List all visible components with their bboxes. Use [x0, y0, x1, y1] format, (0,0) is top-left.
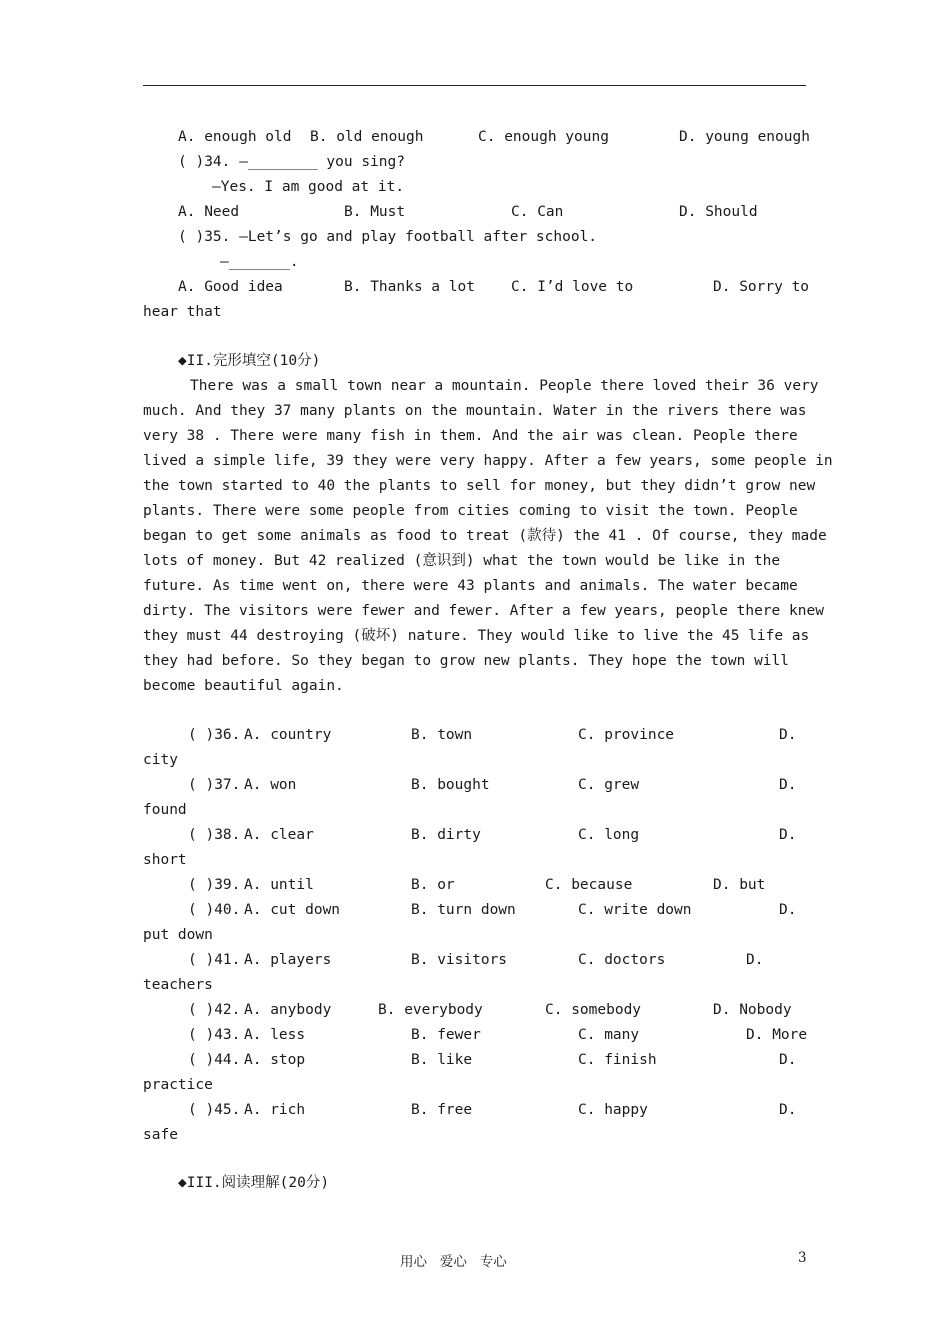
q39-option-d: D. but — [713, 877, 766, 893]
q44-option-b: B. like — [411, 1052, 473, 1068]
passage-line: began to get some animals as food to treat (款待) the 41 . Of course, they made — [143, 528, 827, 544]
q35-reply: —_______. — [220, 254, 299, 270]
q34-option-b: B. Must — [344, 204, 406, 220]
header-rule — [143, 85, 806, 86]
q45-option-a: A. rich — [244, 1102, 306, 1118]
passage-line: very 38 . There were many fish in them. And the air was clean. People there — [143, 428, 798, 444]
passage-line: become beautiful again. — [143, 678, 344, 694]
q44-option-d: D. — [779, 1052, 797, 1068]
section-3-heading: ◆III.阅读理解(20分) — [178, 1175, 330, 1191]
page-footer-motto: 用心 爱心 专心 — [400, 1254, 507, 1270]
passage-line: they had before. So they began to grow new plants. They hope the town will — [143, 653, 790, 669]
q40-option-d-cont: put down — [143, 927, 213, 943]
passage-line: lived a simple life, 39 they were very happy. After a few years, some people in — [143, 453, 833, 469]
q34-option-c: C. Can — [511, 204, 564, 220]
q39-option-c: C. because — [545, 877, 633, 893]
q38-option-c: C. long — [578, 827, 640, 843]
q35-option-b: B. Thanks a lot — [344, 279, 475, 295]
q36-number: ( )36. — [188, 727, 241, 743]
q44-option-d-cont: practice — [143, 1077, 213, 1093]
q41-number: ( )41. — [188, 952, 241, 968]
q39-number: ( )39. — [188, 877, 241, 893]
q43-number: ( )43. — [188, 1027, 241, 1043]
q39-option-b: B. or — [411, 877, 455, 893]
q37-option-d: D. — [779, 777, 797, 793]
q45-number: ( )45. — [188, 1102, 241, 1118]
q42-option-a: A. anybody — [244, 1002, 332, 1018]
q37-option-a: A. won — [244, 777, 297, 793]
q38-number: ( )38. — [188, 827, 241, 843]
q35-option-a: A. Good idea — [178, 279, 283, 295]
page-number: 3 — [798, 1250, 807, 1266]
section-2-heading: ◆II.完形填空(10分) — [178, 353, 321, 369]
passage-line: plants. There were some people from cities coming to visit the town. People — [143, 503, 798, 519]
q37-number: ( )37. — [188, 777, 241, 793]
passage-line: much. And they 37 many plants on the mountain. Water in the rivers there was — [143, 403, 807, 419]
q36-option-d-cont: city — [143, 752, 178, 768]
q36-option-a: A. country — [244, 727, 332, 743]
q45-option-d-cont: safe — [143, 1127, 178, 1143]
q40-number: ( )40. — [188, 902, 241, 918]
q38-option-d-cont: short — [143, 852, 187, 868]
q44-number: ( )44. — [188, 1052, 241, 1068]
passage-line: future. As time went on, there were 43 plants and animals. The water became — [143, 578, 798, 594]
q33-option-a: A. enough old — [178, 129, 292, 145]
q34-stem: ( )34. —________ you sing? — [178, 154, 405, 170]
q41-option-a: A. players — [244, 952, 332, 968]
q35-option-d: D. Sorry to — [713, 279, 810, 295]
q33-option-b: B. old enough — [310, 129, 424, 145]
q42-option-b: B. everybody — [378, 1002, 483, 1018]
q34-option-a: A. Need — [178, 204, 240, 220]
q41-option-d-cont: teachers — [143, 977, 213, 993]
q37-option-d-cont: found — [143, 802, 187, 818]
q33-option-c: C. enough young — [478, 129, 609, 145]
passage-line: There was a small town near a mountain. People there loved their 36 very — [190, 378, 819, 394]
q38-option-a: A. clear — [244, 827, 314, 843]
q43-option-a: A. less — [244, 1027, 306, 1043]
q42-option-d: D. Nobody — [713, 1002, 792, 1018]
q43-option-c: C. many — [578, 1027, 640, 1043]
q41-option-b: B. visitors — [411, 952, 508, 968]
q41-option-c: C. doctors — [578, 952, 666, 968]
q40-option-c: C. write down — [578, 902, 692, 918]
q45-option-d: D. — [779, 1102, 797, 1118]
q43-option-d: D. More — [746, 1027, 808, 1043]
passage-line: they must 44 destroying (破坏) nature. They would like to live the 45 life as — [143, 628, 810, 644]
q36-option-d: D. — [779, 727, 797, 743]
q42-number: ( )42. — [188, 1002, 241, 1018]
q35-stem: ( )35. —Let’s go and play football after school. — [178, 229, 598, 245]
q37-option-c: C. grew — [578, 777, 640, 793]
q45-option-c: C. happy — [578, 1102, 648, 1118]
q33-option-d: D. young enough — [679, 129, 810, 145]
q43-option-b: B. fewer — [411, 1027, 481, 1043]
q45-option-b: B. free — [411, 1102, 473, 1118]
q40-option-b: B. turn down — [411, 902, 516, 918]
q39-option-a: A. until — [244, 877, 314, 893]
q36-option-b: B. town — [411, 727, 473, 743]
passage-line: lots of money. But 42 realized (意识到) what the town would be like in the — [143, 553, 781, 569]
q35-option-d-cont: hear that — [143, 304, 222, 320]
q36-option-c: C. province — [578, 727, 675, 743]
q34-reply: —Yes. I am good at it. — [212, 179, 405, 195]
passage-line: the town started to 40 the plants to sell for money, but they didn’t grow new — [143, 478, 816, 494]
q41-option-d: D. — [746, 952, 764, 968]
q37-option-b: B. bought — [411, 777, 490, 793]
q40-option-d: D. — [779, 902, 797, 918]
q44-option-a: A. stop — [244, 1052, 306, 1068]
q40-option-a: A. cut down — [244, 902, 341, 918]
passage-line: dirty. The visitors were fewer and fewer. After a few years, people there knew — [143, 603, 824, 619]
q44-option-c: C. finish — [578, 1052, 657, 1068]
q38-option-b: B. dirty — [411, 827, 481, 843]
q35-option-c: C. I’d love to — [511, 279, 634, 295]
q34-option-d: D. Should — [679, 204, 758, 220]
q38-option-d: D. — [779, 827, 797, 843]
q42-option-c: C. somebody — [545, 1002, 642, 1018]
